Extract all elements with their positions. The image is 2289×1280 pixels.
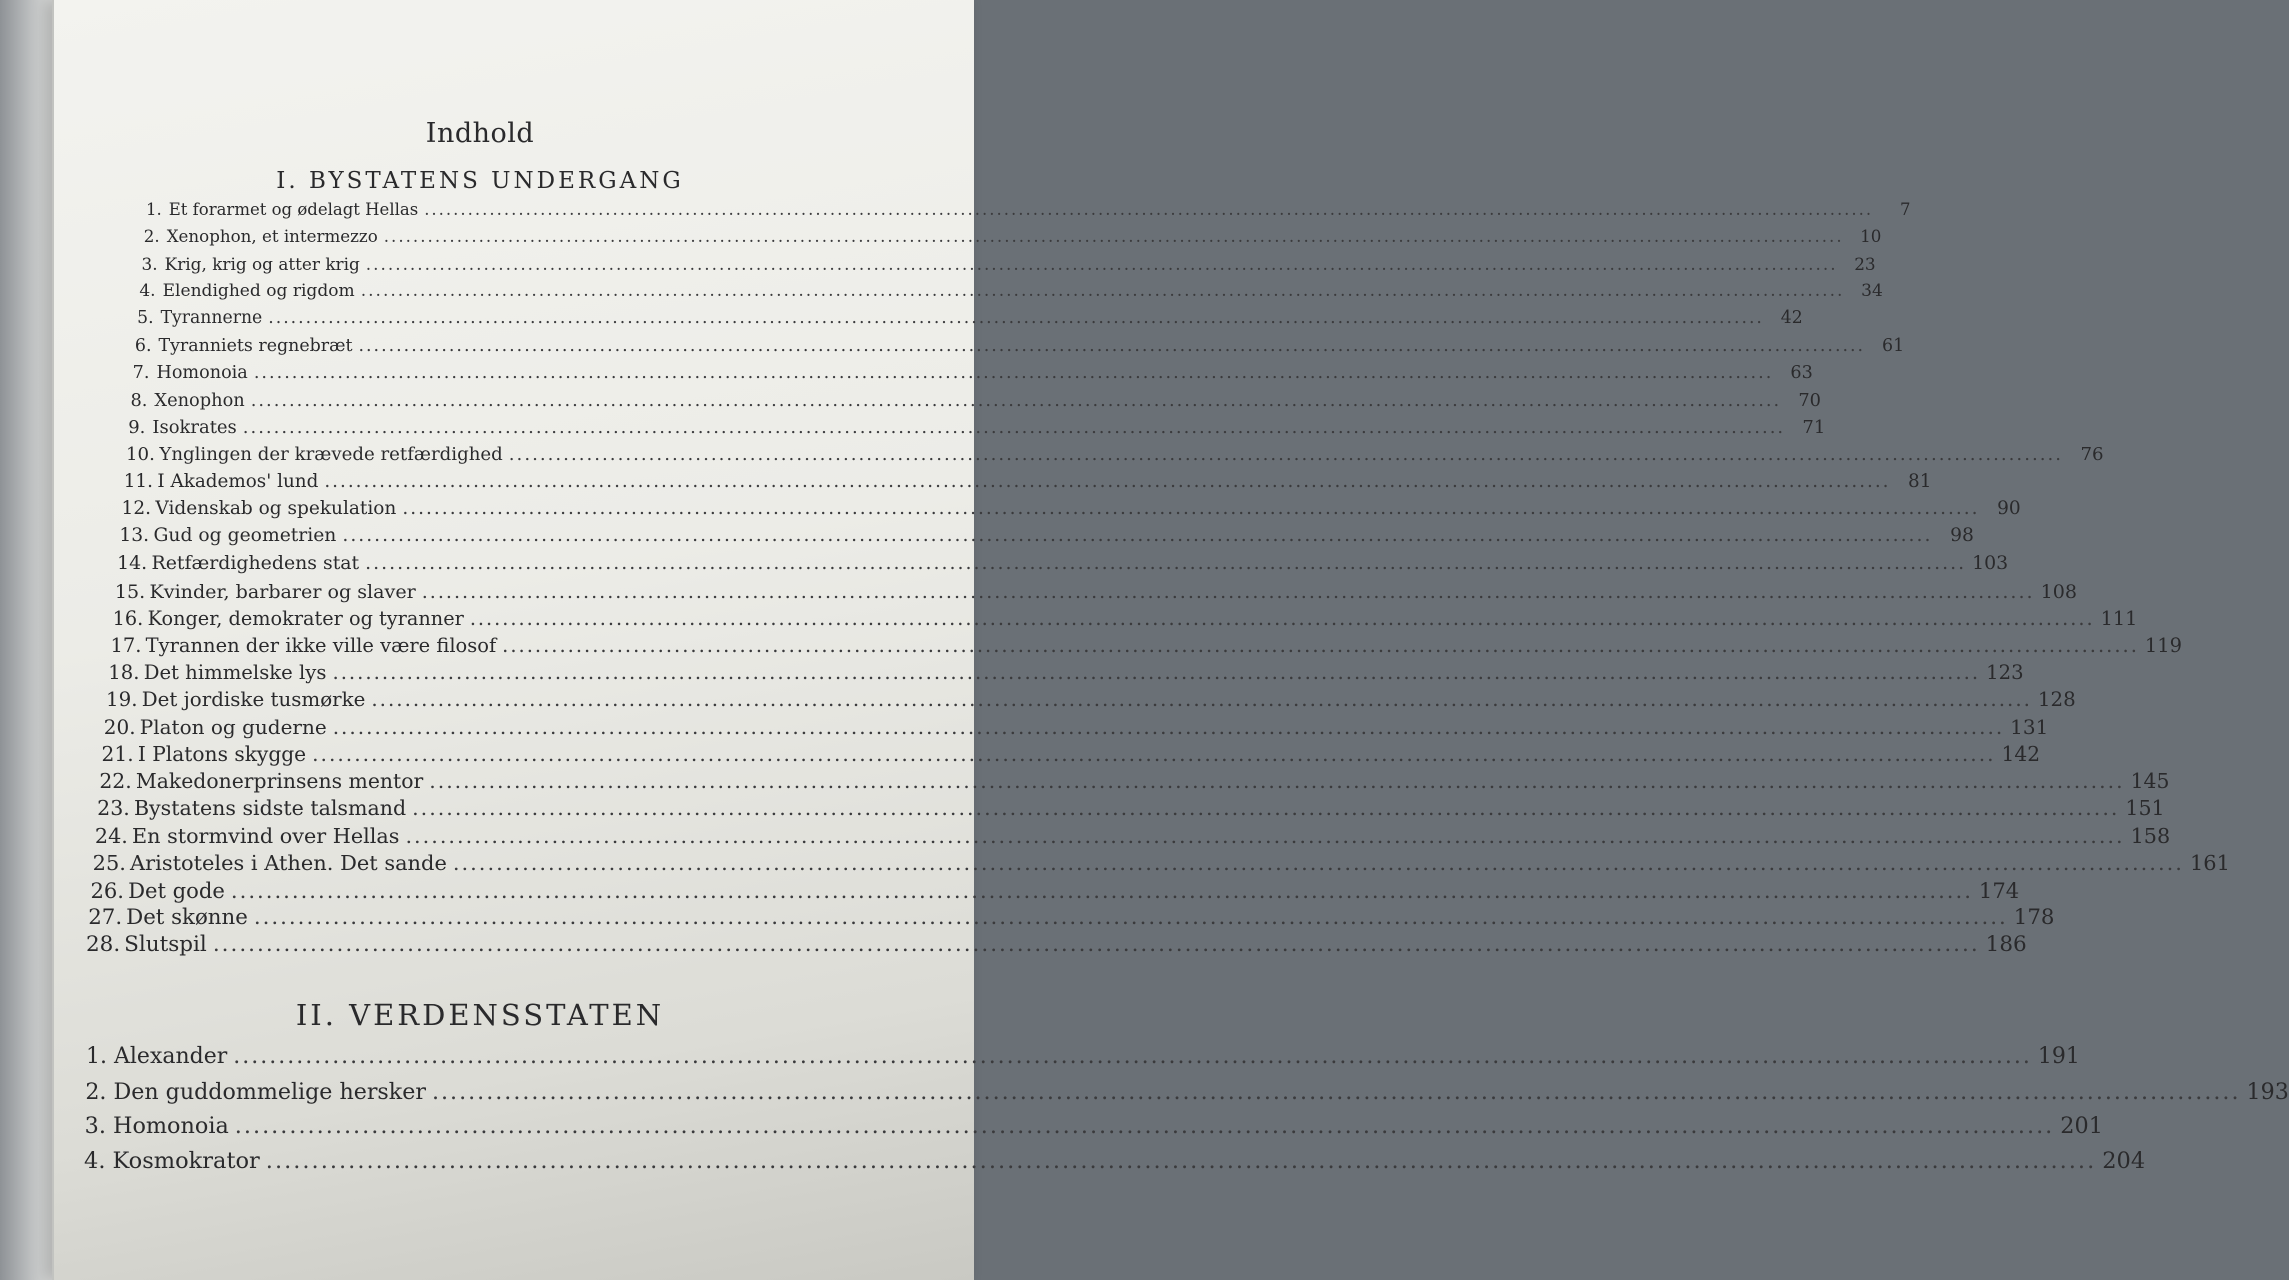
toc-entry-title: Xenophon	[154, 389, 245, 411]
toc-entry-title: Homonoia	[156, 362, 248, 383]
toc-entry-title: Bystatens sidste talsmand	[133, 796, 407, 821]
toc-entry-number: 6.	[134, 335, 152, 356]
toc-leader-dots: ........................................................................................................................................................................................................	[342, 525, 1933, 547]
toc-entry-number: 2.	[85, 1078, 107, 1105]
toc-entry-title: Det jordiske tusmørke	[141, 688, 366, 711]
toc-entry-page: 71	[1802, 416, 1826, 438]
toc-entry-number: 17.	[110, 633, 142, 657]
toc-leader-dots: ........................................................................................................................................................................................................	[371, 688, 2032, 711]
toc-entry-title: Xenophon, et intermezzo	[166, 227, 378, 247]
toc-leader-dots: ........................................................................................................................................................................................................	[233, 1044, 2032, 1069]
toc-entry	[84, 1148, 2146, 1174]
toc-entry-number: 18.	[108, 660, 140, 684]
toc-entry-page: 191	[2037, 1044, 2080, 1069]
toc-entry-number: 28.	[86, 932, 121, 957]
toc-leader-dots: ........................................................................................................................................................................................................	[508, 444, 2064, 465]
toc-leader-dots: ........................................................................................................................................................................................................	[360, 281, 1845, 302]
toc-entry-page: 186	[1985, 932, 2027, 957]
toc-entry-page: 142	[2001, 742, 2041, 767]
toc-leader-dots: ........................................................................................................................................................................................................	[424, 200, 1874, 219]
toc-leader-dots: ........................................................................................................................................................................................................	[212, 932, 1980, 957]
toc-entry-number: 1.	[86, 1044, 107, 1069]
toc-entry-title: Tyranniets regnebræt	[158, 335, 353, 356]
toc-entry-number: 3.	[141, 254, 158, 275]
toc-leader-dots: ........................................................................................................................................................................................................	[502, 633, 2139, 657]
toc-entry-number: 15.	[114, 579, 146, 603]
toc-entry-title: Gud og geometrien	[153, 525, 337, 547]
toc-entry-number: 27.	[88, 904, 123, 930]
toc-entry-title: Tyrannerne	[160, 308, 263, 329]
toc-entry-page: 70	[1798, 389, 1821, 411]
toc-leader-dots: ........................................................................................................................................................................................................	[324, 471, 1891, 493]
toc-entry-number: 2.	[143, 227, 160, 247]
toc-entry-page: 61	[1882, 335, 1905, 356]
toc-leader-dots: ........................................................................................................................................................................................................	[242, 416, 1786, 438]
toc-entry-page: 111	[2100, 606, 2138, 630]
toc-leader-dots: ........................................................................................................................................................................................................	[365, 552, 1967, 575]
toc-entry	[86, 1044, 2080, 1069]
toc-entry-page: 119	[2144, 633, 2183, 657]
toc-entry-page: 161	[2189, 850, 2230, 875]
toc-leader-dots: ........................................................................................................................................................................................................	[405, 823, 2125, 848]
toc-entry-page: 204	[2102, 1148, 2146, 1174]
section-heading-1: I. BYSTATENS UNDERGANG	[276, 168, 684, 194]
toc-entry-title: Aristoteles i Athen. Det sande	[130, 850, 447, 875]
toc-entry-page: 76	[2080, 444, 2104, 465]
toc-entry-title: Kosmokrator	[112, 1148, 260, 1174]
toc-leader-dots: ........................................................................................................................................................................................................	[312, 742, 1996, 767]
toc-entry-page: 201	[2060, 1113, 2103, 1140]
toc-leader-dots: ........................................................................................................................................................................................................	[431, 1078, 2241, 1105]
toc-leader-dots: ........................................................................................................................................................................................................	[402, 498, 1980, 520]
toc-entry-number: 16.	[112, 606, 144, 630]
toc-leader-dots: ........................................................................................................................................................................................................	[383, 227, 1844, 247]
toc-entry-page: 34	[1861, 281, 1883, 302]
toc-leader-dots: ........................................................................................................................................................................................................	[268, 308, 1764, 329]
toc-leader-dots: ........................................................................................................................................................................................................	[365, 254, 1838, 275]
toc-entry-page: 145	[2130, 769, 2170, 794]
toc-entry-title: Platon og guderne	[139, 715, 327, 740]
toc-entry-title: Tyrannen der ikke ville være filosof	[145, 633, 497, 657]
toc-entry-title: Den guddommelige hersker	[113, 1078, 426, 1105]
toc-entry-title: Det skønne	[126, 904, 248, 930]
toc-entry-number: 26.	[90, 877, 125, 903]
toc-entry-title: Videnskab og spekulation	[155, 498, 397, 520]
toc-entry-page: 10	[1860, 227, 1882, 247]
toc-entry-title: Ynglingen der krævede retfærdighed	[159, 444, 503, 465]
toc-entry-page: 151	[2125, 796, 2165, 821]
toc-entry-title: Det gode	[128, 877, 225, 903]
toc-entry-page: 178	[2013, 904, 2055, 930]
toc-entry-title: Krig, krig og atter krig	[164, 254, 360, 275]
toc-leader-dots: ........................................................................................................................................................................................................	[332, 715, 2005, 740]
toc-entry-number: 3.	[84, 1113, 106, 1140]
toc-entry-number: 13.	[119, 525, 150, 547]
toc-entry-page: 42	[1780, 308, 1803, 329]
toc-entry-title: Elendighed og rigdom	[162, 281, 355, 302]
toc-entry	[84, 1113, 2103, 1140]
toc-entry-title: I Platons skygge	[137, 742, 307, 767]
toc-entry-number: 23.	[97, 796, 130, 821]
toc-entry-number: 4.	[139, 281, 156, 302]
toc-leader-dots: ........................................................................................................................................................................................................	[421, 579, 2035, 603]
toc-entry-page: 103	[1972, 552, 2009, 575]
toc-entry-title: Det himmelske lys	[143, 660, 327, 684]
toc-entry-title: Isokrates	[152, 416, 237, 438]
toc-leader-dots: ........................................................................................................................................................................................................	[265, 1148, 2097, 1174]
toc-leader-dots: ........................................................................................................................................................................................................	[469, 606, 2095, 630]
toc-entry-number: 4.	[84, 1148, 106, 1174]
toc-entry-page: 23	[1854, 254, 1876, 275]
toc-entry-number: 21.	[101, 742, 134, 767]
toc-leader-dots: ........................................................................................................................................................................................................	[332, 660, 1981, 684]
toc-entry-page: 81	[1908, 471, 1932, 493]
toc-entry-page: 7	[1900, 200, 1911, 219]
toc-entry-number: 14.	[117, 552, 148, 575]
page-title: Indhold	[425, 118, 535, 149]
toc-entry-page: 63	[1790, 362, 1813, 383]
toc-entry-number: 11.	[123, 471, 153, 493]
toc-entry-number: 19.	[106, 688, 138, 711]
toc-entry-page: 90	[1997, 498, 2021, 520]
toc-entry-page: 98	[1950, 525, 1974, 547]
toc-leader-dots: ........................................................................................................................................................................................................	[358, 335, 1866, 356]
toc-leader-dots: ........................................................................................................................................................................................................	[429, 769, 2125, 794]
toc-entry-page: 158	[2130, 823, 2171, 848]
toc-leader-dots: ........................................................................................................................................................................................................	[250, 389, 1782, 411]
toc-entry-title: Makedonerprinsens mentor	[135, 769, 424, 794]
toc-entry-title: En stormvind over Hellas	[131, 823, 400, 848]
toc-entry-number: 1.	[146, 200, 162, 219]
toc-entry-number: 7.	[132, 362, 150, 383]
toc-entry-title: Retfærdighedens stat	[151, 552, 360, 575]
toc-entry-page: 174	[1978, 877, 2020, 903]
toc-leader-dots: ........................................................................................................................................................................................................	[253, 362, 1774, 383]
toc-entry-number: 10.	[126, 444, 155, 465]
toc-leader-dots: ........................................................................................................................................................................................................	[234, 1113, 2055, 1140]
toc-entry-title: Homonoia	[112, 1113, 229, 1140]
toc-entry-page: 108	[2040, 579, 2078, 603]
toc-leader-dots: ........................................................................................................................................................................................................	[253, 904, 2008, 930]
toc-entry	[85, 1078, 2289, 1105]
toc-entry-page: 128	[2037, 688, 2076, 711]
toc-entry-title: Slutspil	[124, 932, 207, 957]
toc-entry-page: 193	[2246, 1078, 2289, 1105]
toc-entry-number: 12.	[121, 498, 151, 520]
section-heading-2: II. VERDENSSTATEN	[295, 998, 665, 1032]
toc-entry-number: 20.	[103, 715, 136, 740]
toc-entry-number: 24.	[94, 823, 128, 848]
toc-entry-title: Alexander	[114, 1044, 228, 1069]
toc-leader-dots: ........................................................................................................................................................................................................	[230, 877, 1973, 903]
toc-leader-dots: ........................................................................................................................................................................................................	[412, 796, 2120, 821]
toc-entry-number: 5.	[137, 308, 154, 329]
toc-entry-title: Et forarmet og ødelagt Hellas	[168, 200, 419, 219]
toc-entry-title: Kvinder, barbarer og slaver	[149, 579, 416, 603]
toc-entry-number: 22.	[99, 769, 132, 794]
toc-entry-title: I Akademos' lund	[157, 471, 319, 493]
toc-leader-dots: ........................................................................................................................................................................................................	[452, 850, 2184, 875]
toc-entry-number: 9.	[128, 416, 146, 438]
toc-entry-page: 123	[1986, 660, 2024, 684]
toc-entry-number: 25.	[92, 850, 126, 875]
toc-entry-title: Konger, demokrater og tyranner	[147, 606, 464, 630]
toc-entry-page: 131	[2010, 715, 2049, 740]
toc-entry-number: 8.	[130, 389, 148, 411]
